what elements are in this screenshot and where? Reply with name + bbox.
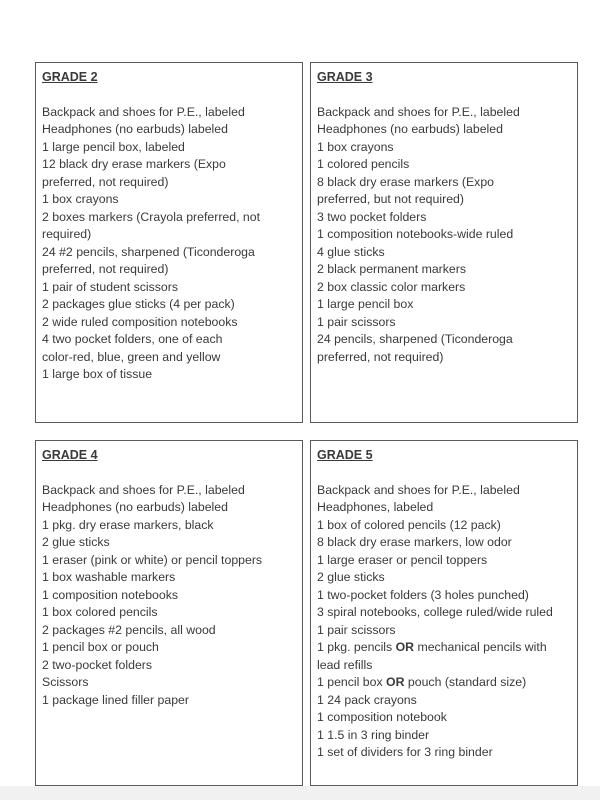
supply-line: 2 boxes markers (Crayola preferred, not: [42, 209, 261, 224]
grade-3-title: GRADE 3: [317, 70, 373, 84]
supply-line: 1 box of colored pencils (12 pack): [317, 517, 501, 532]
grade-4-title: GRADE 4: [42, 448, 98, 462]
grade-4-supply-list: [42, 482, 296, 710]
supply-line: 2 glue sticks: [42, 535, 110, 549]
supply-line: preferred, not required): [42, 262, 169, 276]
supply-line: 1 two-pocket folders (3 holes punched): [317, 587, 529, 602]
supply-line: color-red, blue, green and yellow: [42, 349, 221, 364]
supply-line: 1 24 pack crayons: [317, 692, 417, 707]
page-bottom-band: [0, 786, 600, 800]
supply-line: 2 wide ruled composition notebooks: [42, 314, 238, 329]
supply-line: lead refills: [317, 657, 373, 672]
supply-line: Backpack and shoes for P.E., labeled: [317, 482, 520, 497]
grade-5-title: GRADE 5: [317, 448, 373, 462]
grade-3-card: [310, 62, 578, 423]
grade-2-card: [35, 62, 303, 423]
supply-line: preferred, not required): [317, 349, 444, 364]
grade-2-supply-list: [42, 104, 296, 384]
supply-line: 8 black dry erase markers (Expo: [317, 174, 495, 189]
supply-line: 2 glue sticks: [317, 570, 385, 584]
supply-line: preferred, but not required): [317, 192, 464, 206]
supply-line: 1 box crayons: [317, 139, 394, 154]
supply-line: 8 black dry erase markers, low odor: [317, 535, 512, 549]
supply-line: Backpack and shoes for P.E., labeled: [42, 104, 245, 119]
supply-line: 24 #2 pencils, sharpened (Ticonderoga: [42, 244, 255, 259]
supply-line: 2 box classic color markers: [317, 279, 466, 294]
supply-line: Backpack and shoes for P.E., labeled: [317, 104, 520, 119]
supply-line: 1 large box of tissue: [42, 367, 153, 381]
supply-line: 1 box washable markers: [42, 570, 176, 584]
supply-line: 2 two-pocket folders: [42, 657, 153, 672]
supply-line: 1 large eraser or pencil toppers: [317, 552, 488, 567]
supply-line: 1 pair scissors: [317, 314, 396, 329]
supply-line: 2 packages #2 pencils, all wood: [42, 622, 216, 637]
supply-line: 4 two pocket folders, one of each: [42, 332, 223, 346]
supply-line: 12 black dry erase markers (Expo: [42, 157, 226, 171]
supply-line-text: 1 pencil box: [317, 675, 387, 689]
supply-line: Backpack and shoes for P.E., labeled: [42, 482, 245, 497]
supply-line: 4 glue sticks: [317, 244, 385, 259]
supply-line: 1 package lined filler paper: [42, 692, 189, 707]
supply-line: required): [42, 227, 92, 241]
grade-5-supply-list: [317, 482, 571, 762]
supply-line: 1 composition notebook: [317, 710, 447, 724]
supply-line-text: mechanical pencils with: [414, 640, 547, 654]
supply-line: 2 packages glue sticks (4 per pack): [42, 297, 235, 311]
supply-line: preferred, not required): [42, 174, 169, 189]
grade-4-card: [35, 440, 303, 786]
supply-line-text: 1 pkg. pencils: [317, 640, 396, 654]
supply-line: 1 large pencil box, labeled: [42, 139, 185, 154]
supply-line: 1 1.5 in 3 ring binder: [317, 727, 430, 742]
supply-line: Scissors: [42, 675, 89, 689]
supply-line: Headphones (no earbuds) labeled: [317, 122, 503, 136]
supply-line: [317, 674, 571, 692]
supply-line: 1 eraser (pink or white) or pencil toppers: [42, 552, 263, 567]
supply-line: Headphones, labeled: [317, 500, 434, 514]
supply-line: 3 spiral notebooks, college ruled/wide ruled: [317, 605, 553, 619]
supply-line: Headphones (no earbuds) labeled: [42, 500, 228, 514]
supply-line: 1 colored pencils: [317, 157, 410, 171]
supply-line-text: pouch (standard size): [404, 675, 527, 689]
supply-line: 1 pair of student scissors: [42, 279, 179, 294]
supply-line: [317, 639, 571, 657]
grade-3-supply-list: [317, 104, 571, 367]
supply-line: 3 two pocket folders: [317, 209, 427, 224]
supply-line: 1 large pencil box: [317, 297, 414, 311]
supply-line: 1 set of dividers for 3 ring binder: [317, 745, 493, 759]
grade-5-card: [310, 440, 578, 786]
supply-line: 1 box colored pencils: [42, 605, 158, 619]
grade-2-title: GRADE 2: [42, 70, 98, 84]
supply-line: 1 box crayons: [42, 192, 119, 206]
supply-line: 1 pkg. dry erase markers, black: [42, 517, 214, 532]
supply-line: 1 composition notebooks: [42, 587, 179, 602]
supply-line: 1 pencil box or pouch: [42, 640, 159, 654]
supply-line: 1 composition notebooks-wide ruled: [317, 227, 514, 241]
emphasis-text: OR: [386, 675, 405, 689]
supply-line: Headphones (no earbuds) labeled: [42, 122, 228, 136]
emphasis-text: OR: [395, 640, 415, 654]
supply-line: 2 black permanent markers: [317, 262, 466, 276]
supply-line: 24 pencils, sharpened (Ticonderoga: [317, 332, 513, 346]
supply-line: 1 pair scissors: [317, 622, 396, 637]
